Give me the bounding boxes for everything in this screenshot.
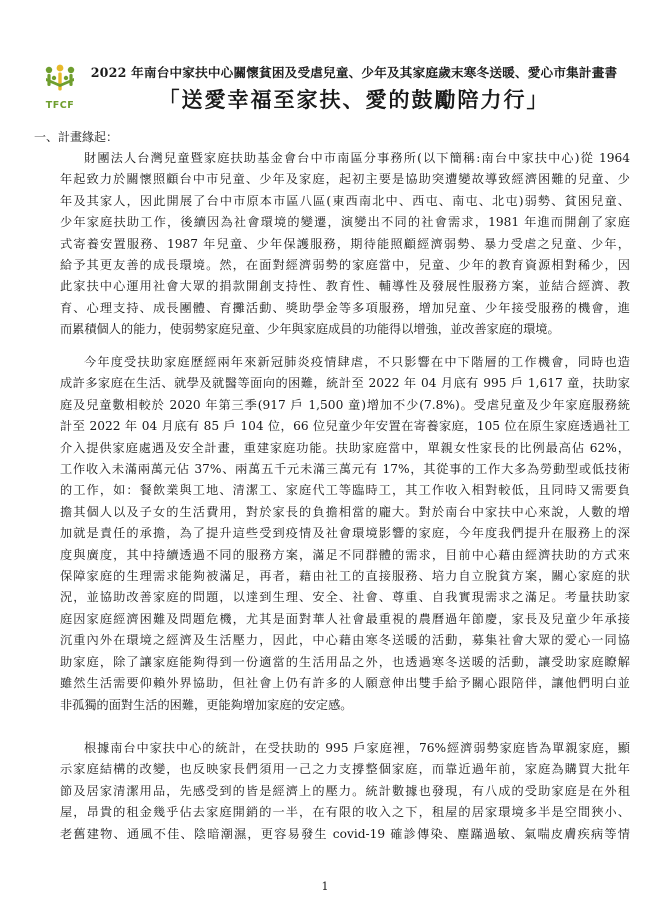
- paragraph-line: 況，並協助改善家庭的問題，以達到生理、安全、社會、尊重、自我實現需求之滿足。考量扶助家: [60, 590, 630, 605]
- paragraph-line: 雖然生活需要仰賴外界協助，但社會上仍有許多的人願意伸出雙手給予關心跟陪伴，讓他們明白並: [60, 676, 630, 691]
- logo-text: TFCF: [45, 100, 75, 111]
- campaign-slogan: 「送愛幸福至家扶、愛的鼓勵陪力行」: [158, 87, 550, 112]
- paragraph-line: 非孤獨的面對生活的困難，更能夠增加家庭的安定感。: [60, 697, 353, 712]
- paragraph-line: 而累積個人的能力，使弱勢家庭兒童、少年與家庭成員的功能得以增強，並改善家庭的環境。: [60, 322, 560, 337]
- paragraph-statistics: [60, 738, 630, 845]
- paragraph-line: 示家庭結構的改變，也反映家長們須用一己之力支撐整個家庭，而靠近過年前，家庭為購買大批年: [60, 762, 630, 777]
- paragraph-line: 給予其更友善的成長環境。然，在面對經濟弱勢的家庭當中，兒童、少年的教育資源相對稀少，因: [60, 258, 630, 273]
- paragraph-line: 助家庭，除了讓家庭能夠得到一份適當的生活用品之外，也透過寒冬送暖的活動，讓受助家庭瞭解: [60, 654, 630, 669]
- paragraph-line: 財團法人台灣兒童暨家庭扶助基金會台中市南區分事務所(以下簡稱:南台中家扶中心)從 1964: [84, 151, 630, 165]
- section-heading: 一、計畫緣起：: [34, 130, 119, 144]
- paragraph-line: 屋，昂貴的租金幾乎佔去家庭開銷的一半，在有限的收入之下，租屋的居家環境多半是空間狹小、: [60, 805, 630, 820]
- paragraph-line: 計至 2022 年 04 月底有 85 戶 104 位，66 位兒童少年安置在寄養家庭，105 位在原生家庭透過社工: [60, 419, 630, 434]
- paragraph-line: 此家扶中心運用社會大眾的捐款開創支持性、教育性、輔導性及發展性服務方案，並結合經濟、教: [60, 279, 630, 294]
- paragraph-line: 保障家庭的生理需求能夠被滿足，再者，藉由社工的直接服務、培力自立脫貧方案，關心家庭的狀: [60, 569, 630, 584]
- page-number: 1: [321, 880, 329, 893]
- paragraph-line: 介入提供家庭處遇及安全計畫，重建家庭功能。扶助家庭當中，單親女性家長的比例最高佔 62%，: [60, 440, 630, 455]
- paragraph-line: 庭因家庭經濟困難及問題危機，尤其是面對華人社會最重視的農曆過年節慶，家長及兒童少年承接: [60, 611, 630, 626]
- paragraph-line: 工作收入未滿兩萬元佔 37%、兩萬五千元未滿三萬元有 17%，其從事的工作大多為勞動型或低技術: [60, 462, 630, 477]
- paragraph-line: 擔其個人以及子女的生活費用，對於家長的負擔相當的龐大。對於南台中家扶中心來說，人數的增: [60, 504, 630, 519]
- paragraph-line: 庭及兒童數相較於 2020 年第三季(917 戶 1,500 童)增加不少(7.8%)。受虐兒童及少年家庭服務統: [60, 397, 630, 412]
- paragraph-line: 根據南台中家扶中心的統計，在受扶助的 995 戶家庭裡，76%經濟弱勢家庭皆為單親家庭，顯: [84, 741, 630, 755]
- paragraph-line: 沉重內外在環境之經濟及生活壓力，因此，中心藉由寒冬送暖的活動，募集社會大眾的愛心一同協: [60, 633, 630, 648]
- paragraph-line: 加就是責任的承擔，為了提升這些受到疫情及社會環境影響的家庭，今年度我們提升在服務上的深: [60, 526, 630, 541]
- paragraph-situation: [60, 352, 630, 716]
- paragraph-background: [60, 148, 630, 341]
- paragraph-line: 節及居家清潔用品，先感受到的皆是經濟上的壓力。統計數據也發現，有八成的受助家庭是在外租: [60, 783, 630, 798]
- paragraph-line: 年起致力於關懷照顧台中市兒童、少年及家庭，起初主要是協助突遭變故導致經濟困難的兒童、少: [60, 172, 630, 187]
- paragraph-line: 成許多家庭在生活、就學及就醫等面向的困難，統計至 2022 年 04 月底有 995 戶 1,617 童，扶助家: [60, 376, 630, 391]
- document-title: 2022 年南台中家扶中心關懷貧困及受虐兒童、少年及其家庭歲末寒冬送暖、愛心市集計畫書: [90, 65, 618, 80]
- paragraph-line: 的工作，如：餐飲業與工地、清潔工、家庭代工等臨時工，其工作收入相對較低，且同時又需要負: [60, 483, 630, 498]
- paragraph-line: 今年度受扶助家庭歷經兩年來新冠肺炎疫情肆虐，不只影響在中下階層的工作機會，同時也造: [84, 355, 630, 369]
- paragraph-line: 式寄養安置服務、1987 年兒童、少年保護服務，期待能照顧經濟弱勢、暴力受虐之兒童、少年，: [60, 236, 630, 251]
- paragraph-line: 度與廣度，其中持續透過不同的服務方案，滿足不同群體的需求，目前中心藉由經濟扶助的方式來: [60, 547, 630, 562]
- paragraph-line: 少年家庭扶助工作，後續因為社會環境的變遷，演變出不同的社會需求，1981 年進而開創了家庭: [60, 215, 630, 230]
- paragraph-line: 育、心理支持、成長團體、育攤活動、獎助學金等多項服務，增加兒童、少年接受服務的機會，進: [60, 300, 630, 315]
- tfcf-logo-icon: [44, 64, 76, 100]
- paragraph-line: 老舊建物、通風不佳、陰暗潮濕，更容易發生 covid-19 確診傳染、塵蹣過敏、氣喘皮膚疾病等情: [60, 826, 630, 841]
- paragraph-line: 年及其家人，因此開展了台中市原本市區八區(東西南北中、西屯、南屯、北屯)弱勢、貧困兒童、: [60, 193, 630, 208]
